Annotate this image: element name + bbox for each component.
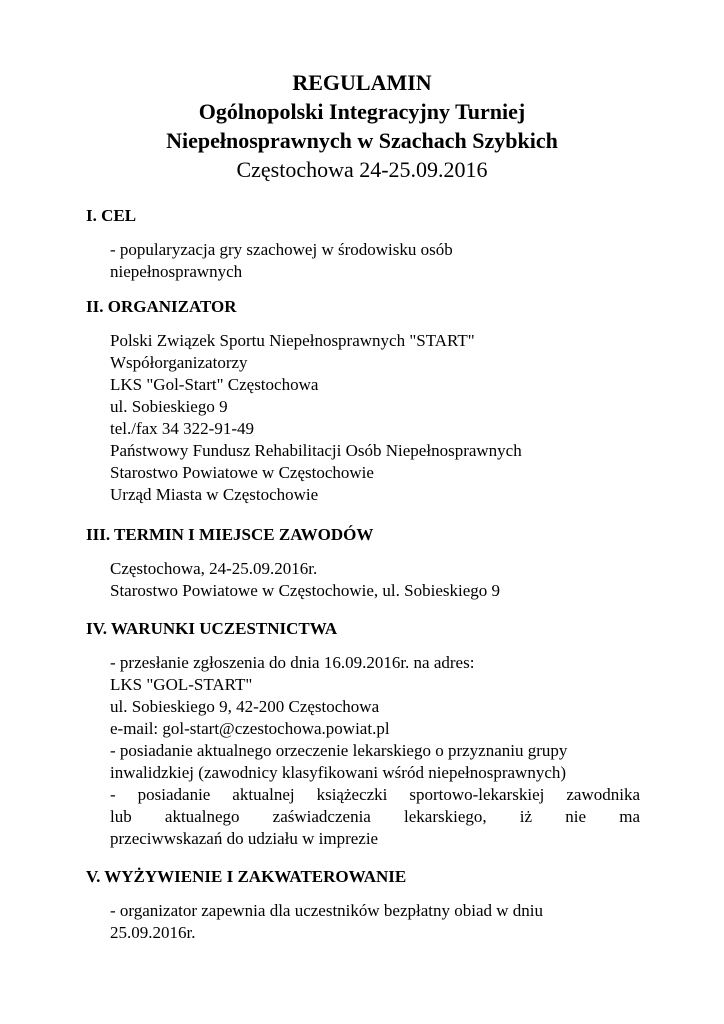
body-line: LKS "Gol-Start" Częstochowa — [110, 375, 319, 394]
body-line: ul. Sobieskiego 9 — [110, 397, 228, 416]
section-food-and-accommodation — [86, 866, 646, 944]
tournament-name: Ogólnopolski Integracyjny Turniej — [198, 99, 526, 124]
body-line: Starostwo Powiatowe w Częstochowie, ul. Sobieskiego 9 — [110, 581, 501, 600]
body-line: niepełnosprawnych — [110, 262, 243, 281]
body-line: przeciwwskazań do udziału w imprezie — [110, 829, 379, 848]
section-body — [110, 900, 640, 944]
section-organizer — [86, 296, 646, 506]
body-line: - posiadanie aktualnego orzeczenie lekarskiego o przyznaniu grupy — [110, 741, 568, 760]
body-line: tel./fax 34 322-91-49 — [110, 419, 254, 438]
section-date-and-venue — [86, 524, 646, 602]
section-heading: III. TERMIN I MIEJSCE ZAWODÓW — [86, 525, 374, 544]
body-line: - przesłanie zgłoszenia do dnia 16.09.2016r. na adres: — [110, 653, 475, 672]
section-body — [110, 239, 640, 283]
body-line: Częstochowa, 24-25.09.2016r. — [110, 559, 318, 578]
section-heading: V. WYŻYWIENIE I ZAKWATEROWANIE — [86, 867, 407, 886]
body-line: Urząd Miasta w Częstochowie — [110, 485, 319, 504]
body-line: Polski Związek Sportu Niepełnosprawnych "START" — [110, 331, 475, 350]
body-line: Współorganizatorzy — [110, 353, 248, 372]
body-line: Państwowy Fundusz Rehabilitacji Osób Niepełnosprawnych — [110, 441, 522, 460]
body-line: - posiadanie aktualnej książeczki sportowo-lekarskiej zawodnika — [110, 785, 640, 804]
contact-email: e-mail: gol-start@czestochowa.powiat.pl — [110, 719, 390, 738]
section-heading: IV. WARUNKI UCZESTNICTWA — [86, 619, 338, 638]
body-line: Starostwo Powiatowe w Częstochowie — [110, 463, 374, 482]
section-heading: II. ORGANIZATOR — [86, 297, 237, 316]
section-body — [110, 330, 640, 506]
section-body — [110, 558, 640, 602]
document-title: REGULAMIN — [292, 70, 432, 95]
section-body — [110, 652, 640, 850]
place-and-date: Częstochowa 24-25.09.2016 — [236, 157, 488, 182]
title-block — [0, 68, 724, 184]
section-goal — [86, 205, 646, 283]
body-line: lub aktualnego zaświadczenia lekarskiego, iż nie ma — [110, 807, 640, 826]
body-line: - popularyzacja gry szachowej w środowisku osób — [110, 240, 453, 259]
body-line: ul. Sobieskiego 9, 42-200 Częstochowa — [110, 697, 380, 716]
body-line: inwalidzkiej (zawodnicy klasyfikowani wśród niepełnosprawnych) — [110, 763, 567, 782]
body-line: 25.09.2016r. — [110, 923, 196, 942]
section-heading: I. CEL — [86, 206, 137, 225]
section-participation-conditions — [86, 618, 646, 850]
body-line: LKS "GOL-START" — [110, 675, 253, 694]
body-line: - organizator zapewnia dla uczestników bezpłatny obiad w dniu — [110, 901, 544, 920]
tournament-name-continued: Niepełnosprawnych w Szachach Szybkich — [166, 128, 558, 153]
